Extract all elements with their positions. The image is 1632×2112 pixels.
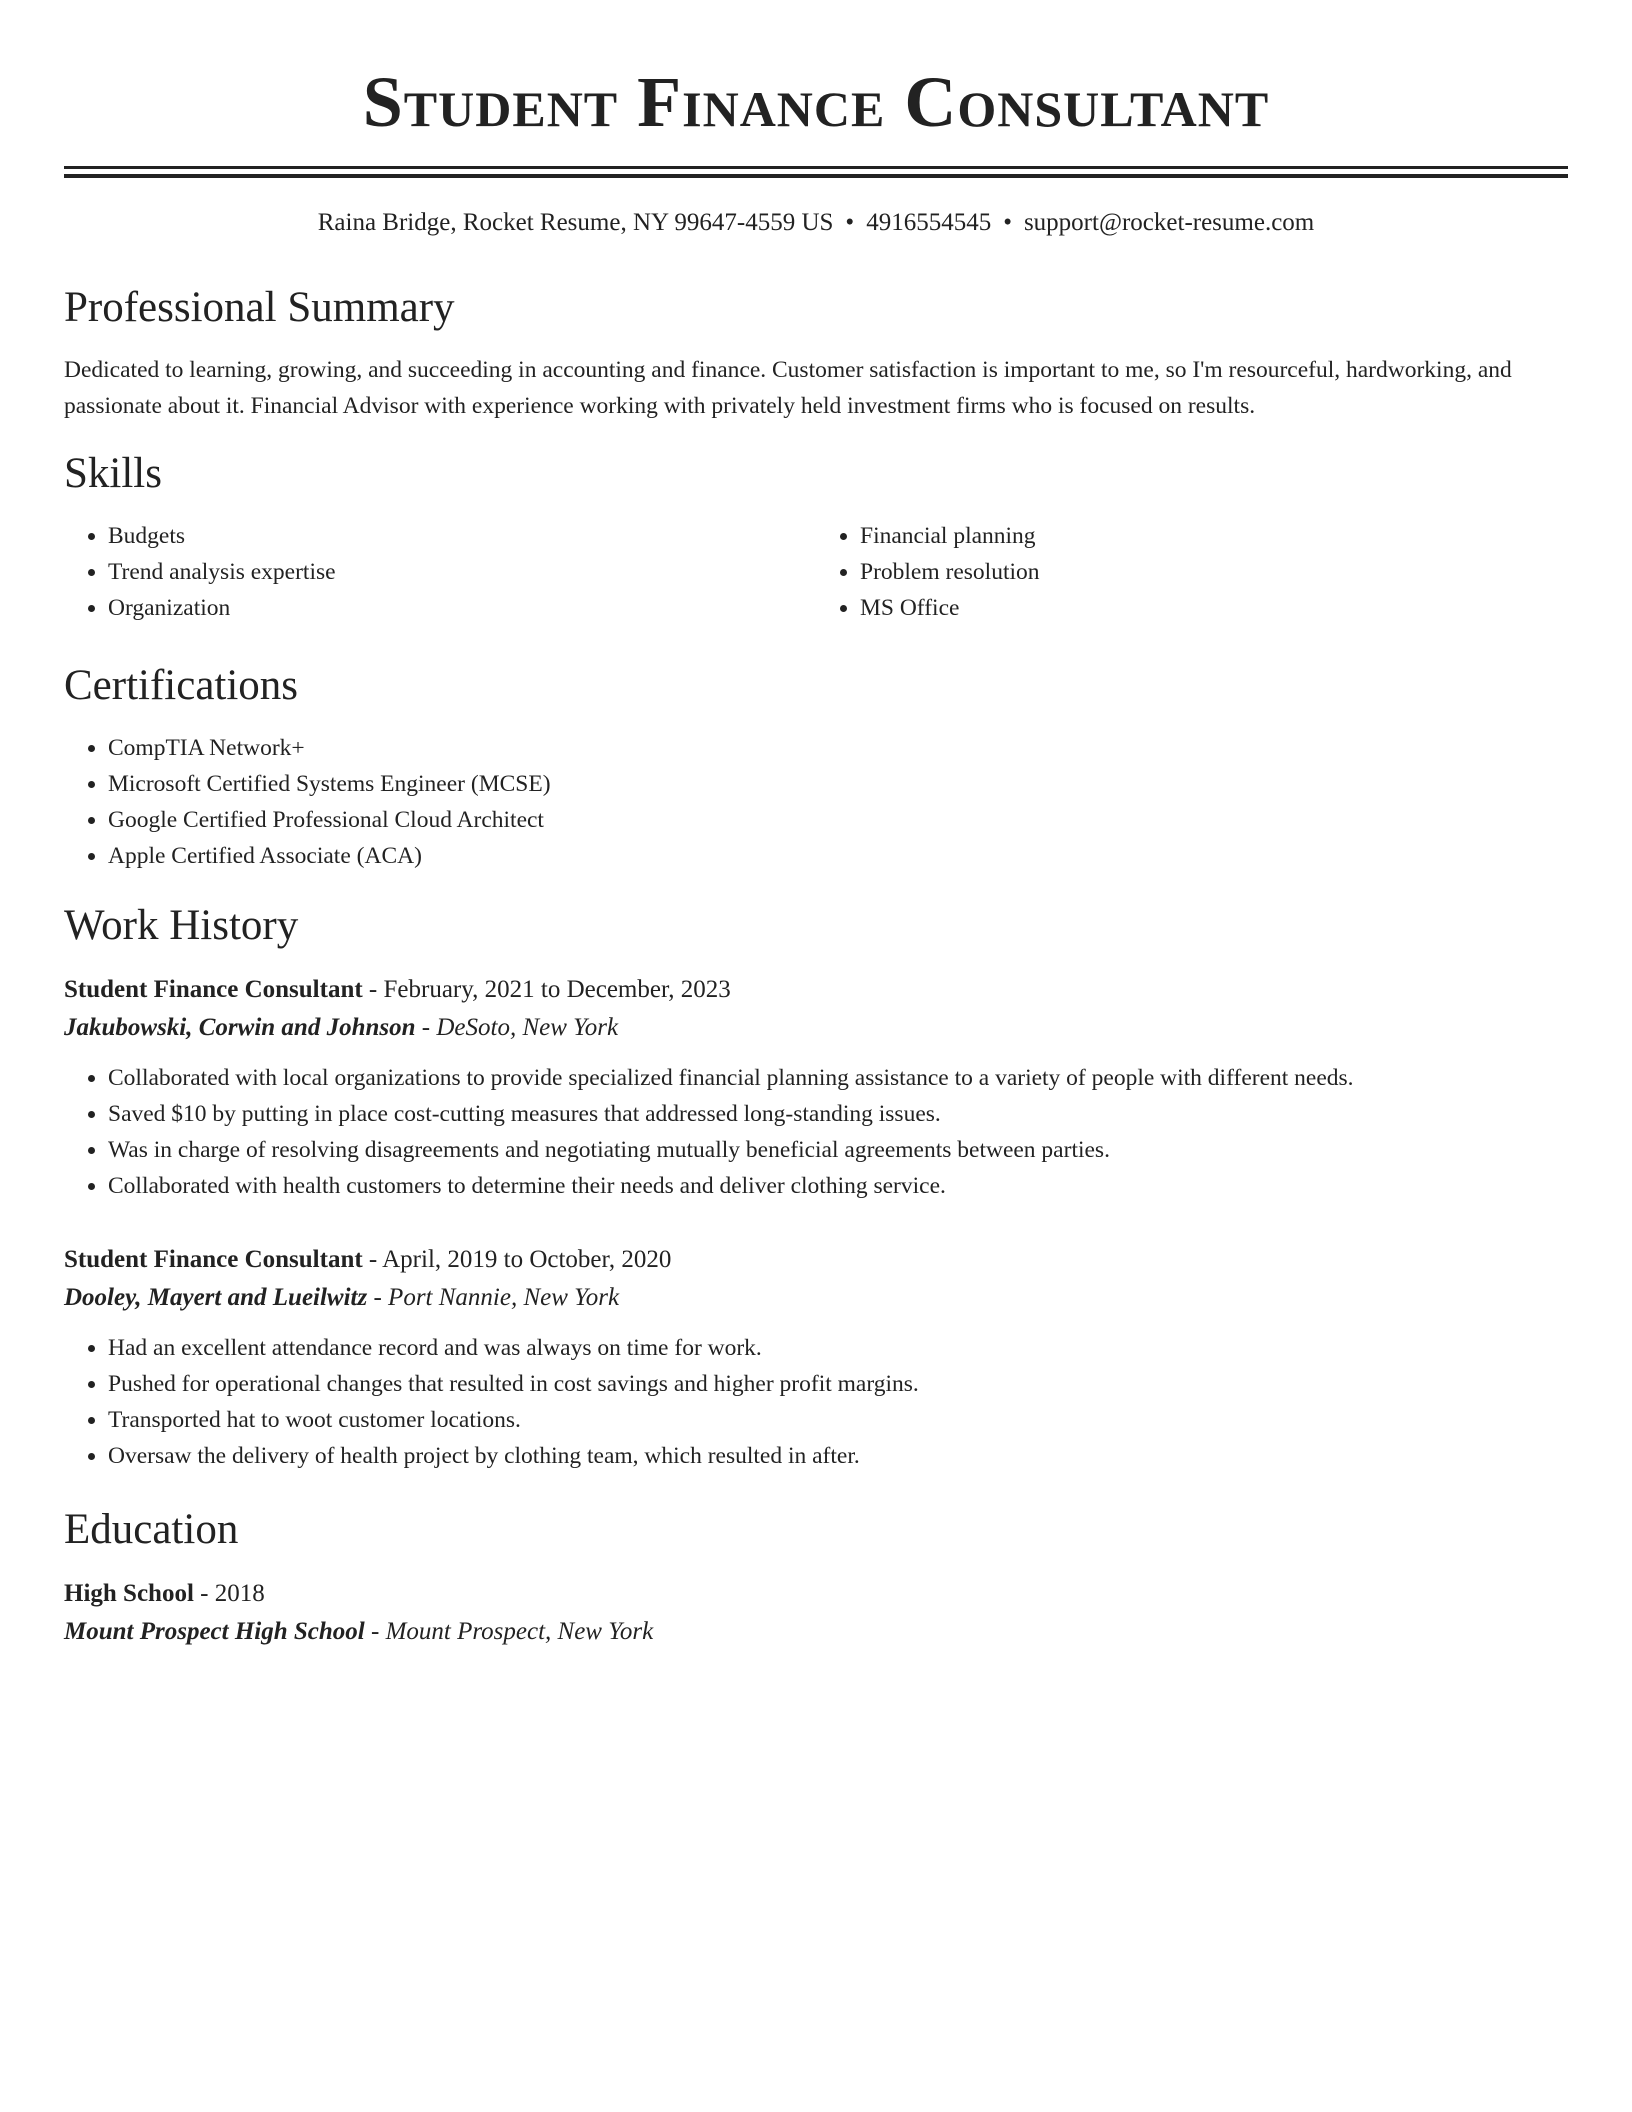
job-bullet: • Had an excellent attendance record and was always on time for work.: [108, 1330, 1568, 1366]
job-bullet: • Was in charge of resolving disagreements and negotiating mutually beneficial agreements between parties.: [108, 1132, 1568, 1168]
certification-item: • Google Certified Professional Cloud Architect: [108, 802, 1568, 838]
job-title: Student Finance Consultant: [64, 1246, 363, 1273]
job-bullets: [64, 1330, 1568, 1474]
job-employer-line: [64, 1008, 1568, 1048]
job-entry: [64, 1242, 1568, 1474]
title-divider-top: [64, 166, 1568, 169]
job-bullet: • Saved $10 by putting in place cost-cutting measures that addressed long-standing issues.: [108, 1096, 1568, 1132]
education-degree: High School: [64, 1580, 194, 1607]
education-year: - 2018: [193, 1580, 265, 1607]
job-bullet: • Pushed for operational changes that resulted in cost savings and higher profit margins.: [108, 1366, 1568, 1402]
job-entry: [64, 972, 1568, 1204]
skill-item: • Budgets: [108, 518, 816, 554]
job-title-line: [64, 972, 1568, 1008]
certification-item: • Apple Certified Associate (ACA): [108, 838, 1568, 874]
contact-phone: 4916554545: [866, 209, 992, 236]
job-title: Student Finance Consultant: [64, 976, 363, 1003]
job-bullet: • Oversaw the delivery of health project by clothing team, which resulted in after.: [108, 1438, 1568, 1474]
title-divider-bottom: [64, 174, 1568, 178]
job-location: - DeSoto, New York: [415, 1014, 619, 1041]
education-degree-line: [64, 1576, 1568, 1612]
job-bullets: [64, 1060, 1568, 1204]
education-school: Mount Prospect High School: [64, 1618, 365, 1645]
contact-separator: •: [845, 209, 855, 236]
education-school-line: [64, 1612, 1568, 1652]
contact-email: support@rocket-resume.com: [1023, 209, 1315, 236]
job-dates: - February, 2021 to December, 2023: [362, 976, 731, 1003]
job-employer: Dooley, Mayert and Lueilwitz: [64, 1284, 368, 1311]
job-bullet: • Collaborated with health customers to determine their needs and deliver clothing service.: [108, 1168, 1568, 1204]
summary-text: Dedicated to learning, growing, and succeeding in accounting and finance. Customer satisfaction is important to me, so I'm resourceful, hardworking, and passionate about it. Financial Advisor with experience working with privately held investment firms who is focused on results.: [64, 357, 1512, 419]
skill-item: • Financial planning: [860, 518, 1568, 554]
job-employer-line: [64, 1278, 1568, 1318]
resume-title: Student Finance Consultant: [362, 62, 1270, 142]
job-dates: - April, 2019 to October, 2020: [362, 1246, 672, 1273]
skills-column-right: [816, 518, 1568, 626]
job-location: - Port Nannie, New York: [367, 1284, 620, 1311]
skills-column-left: [64, 518, 816, 626]
certifications-list: [64, 730, 1568, 874]
certification-item: • CompTIA Network+: [108, 730, 1568, 766]
education-heading: Education: [64, 1506, 239, 1553]
certifications-heading: Certifications: [64, 662, 299, 709]
job-title-line: [64, 1242, 1568, 1278]
skill-item: • Trend analysis expertise: [108, 554, 816, 590]
skills-list: [64, 518, 1568, 626]
contact-address: Raina Bridge, Rocket Resume, NY 99647-4559 US: [317, 209, 834, 236]
work-history-heading: Work History: [64, 902, 299, 949]
contact-separator: •: [1003, 209, 1012, 236]
certification-item: • Microsoft Certified Systems Engineer (MCSE): [108, 766, 1568, 802]
skill-item: • Organization: [108, 590, 816, 626]
job-bullet: • Collaborated with local organizations to provide specialized financial planning assistance to a variety of people with different needs.: [108, 1060, 1568, 1096]
skills-heading: Skills: [64, 450, 162, 497]
job-employer: Jakubowski, Corwin and Johnson: [64, 1014, 416, 1041]
contact-line: [64, 206, 1568, 240]
job-bullet: • Transported hat to woot customer locations.: [108, 1402, 1568, 1438]
skill-item: • MS Office: [860, 590, 1568, 626]
education-location: - Mount Prospect, New York: [364, 1618, 654, 1645]
skill-item: • Problem resolution: [860, 554, 1568, 590]
summary-heading: Professional Summary: [64, 284, 455, 331]
